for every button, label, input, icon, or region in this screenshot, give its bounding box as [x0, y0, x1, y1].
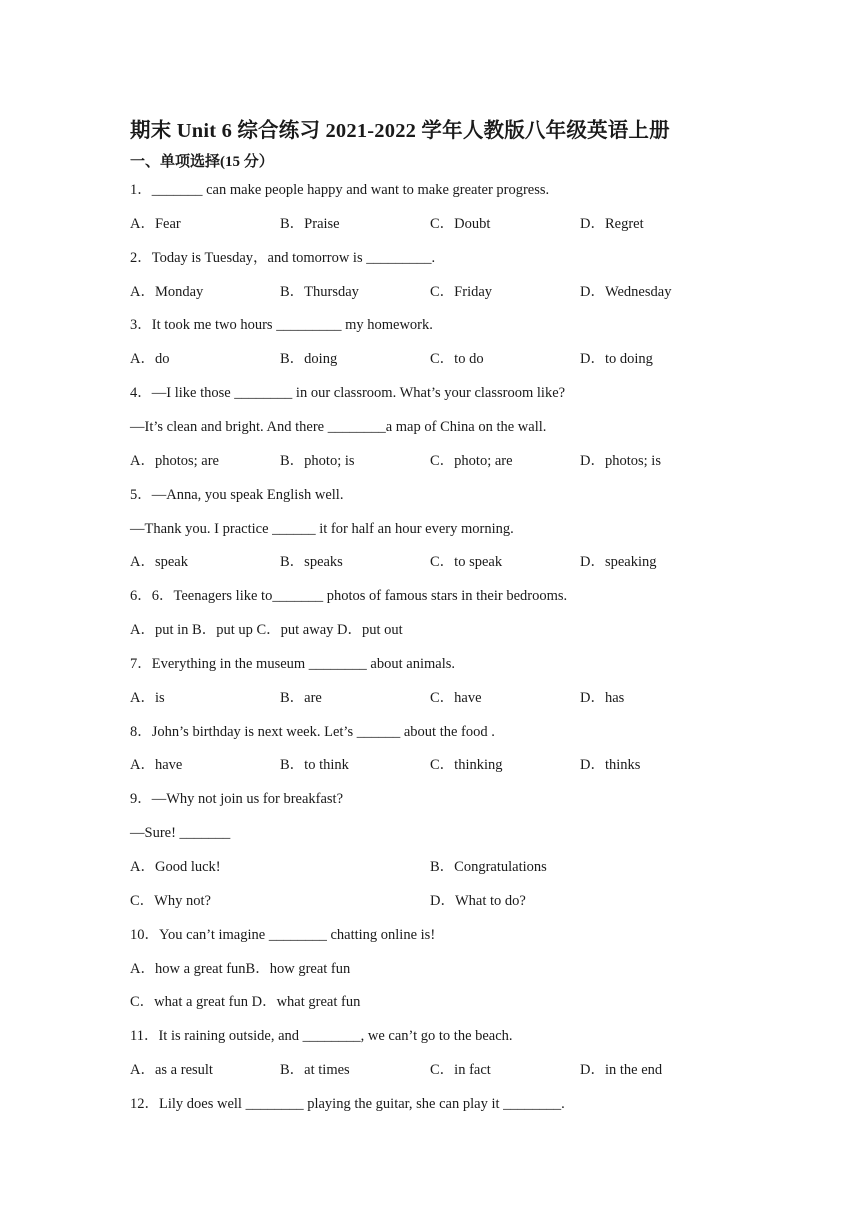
option-row	[130, 282, 730, 302]
answer-option: B．doing	[280, 351, 338, 368]
answer-option: C．thinking	[430, 757, 503, 774]
question-line: 11．It is raining outside, and ________, we can’t go to the beach.	[130, 1028, 513, 1045]
answer-option: A．Fear	[130, 215, 181, 232]
answer-option: D．to doing	[580, 351, 653, 368]
question-line: —Thank you. I practice ______ it for half an hour every morning.	[130, 520, 514, 537]
answer-option: B．at times	[280, 1062, 350, 1079]
answer-option: B．Congratulations	[430, 859, 547, 875]
question-line: 6．6．Teenagers like to_______ photos of famous stars in their bedrooms.	[130, 588, 568, 605]
option-row	[130, 451, 730, 471]
question-line: —Sure! _______	[130, 825, 231, 842]
question-line: A．how a great funB．how great fun	[130, 960, 351, 977]
answer-option: B．photo; is	[280, 452, 355, 469]
question-line: 7．Everything in the museum ________ about animals.	[130, 655, 455, 672]
answer-option: D．thinks	[580, 757, 641, 774]
answer-option: C．Doubt	[430, 215, 491, 232]
answer-option: C．in fact	[430, 1062, 491, 1079]
question-line: 9．—Why not join us for breakfast?	[130, 791, 344, 808]
question-line: 5．—Anna, you speak English well.	[130, 486, 344, 503]
question-line: 2．Today is Tuesday，and tomorrow is _________.	[130, 249, 436, 266]
question-line: 4．—I like those ________ in our classroom. What’s your classroom like?	[130, 385, 566, 402]
answer-option: D．Regret	[580, 215, 644, 232]
answer-option: A．as a result	[130, 1062, 213, 1079]
option-row	[130, 688, 730, 708]
question-line: 8．John’s birthday is next week. Let’s ______ about the food .	[130, 723, 495, 740]
answer-option: A．have	[130, 757, 183, 774]
section-heading: 一、单项选择(15 分）	[130, 154, 274, 170]
answer-option: A．do	[130, 351, 170, 368]
answer-option: C．Friday	[430, 283, 493, 300]
question-line: —It’s clean and bright. And there ________a map of China on the wall.	[130, 418, 547, 435]
answer-option: A．is	[130, 689, 165, 706]
question-line: 12．Lily does well ________ playing the guitar, she can play it ________.	[130, 1095, 565, 1112]
answer-option: B．to think	[280, 757, 349, 774]
document-title: 期末 Unit 6 综合练习 2021-2022 学年人教版八年级英语上册	[130, 120, 670, 142]
answer-option: C．to speak	[430, 554, 503, 571]
answer-option: C．Why not?	[130, 892, 211, 909]
option-row	[130, 891, 730, 911]
question-line: 3．It took me two hours _________ my homework.	[130, 317, 433, 334]
option-row	[130, 857, 730, 877]
option-row	[130, 1060, 730, 1080]
answer-option: A．speak	[130, 554, 188, 571]
option-row	[130, 552, 730, 572]
question-line: C．what a great fun D．what great fun	[130, 994, 361, 1011]
question-line: 1．_______ can make people happy and want to make greater progress.	[130, 182, 550, 198]
question-line: 10．You can’t imagine ________ chatting online is!	[130, 926, 436, 943]
answer-option: B．speaks	[280, 554, 343, 571]
option-row	[130, 349, 730, 369]
answer-option: D．has	[580, 689, 625, 706]
answer-option: C．photo; are	[430, 452, 513, 469]
answer-option: A．Good luck!	[130, 859, 221, 875]
answer-option: B．Praise	[280, 215, 340, 232]
answer-option: D．photos; is	[580, 452, 661, 469]
answer-option: A．Monday	[130, 283, 204, 300]
answer-option: B．are	[280, 689, 322, 706]
answer-option: B．Thursday	[280, 283, 359, 300]
question-line: A．put in B．put up C．put away D．put out	[130, 622, 403, 639]
answer-option: C．to do	[430, 351, 484, 368]
answer-option: C．have	[430, 689, 482, 706]
answer-option: A．photos; are	[130, 452, 219, 469]
option-row	[130, 214, 730, 234]
answer-option: D．in the end	[580, 1062, 663, 1079]
answer-option: D．speaking	[580, 554, 657, 571]
option-row	[130, 755, 730, 775]
answer-option: D．Wednesday	[580, 283, 672, 300]
answer-option: D．What to do?	[430, 892, 526, 909]
